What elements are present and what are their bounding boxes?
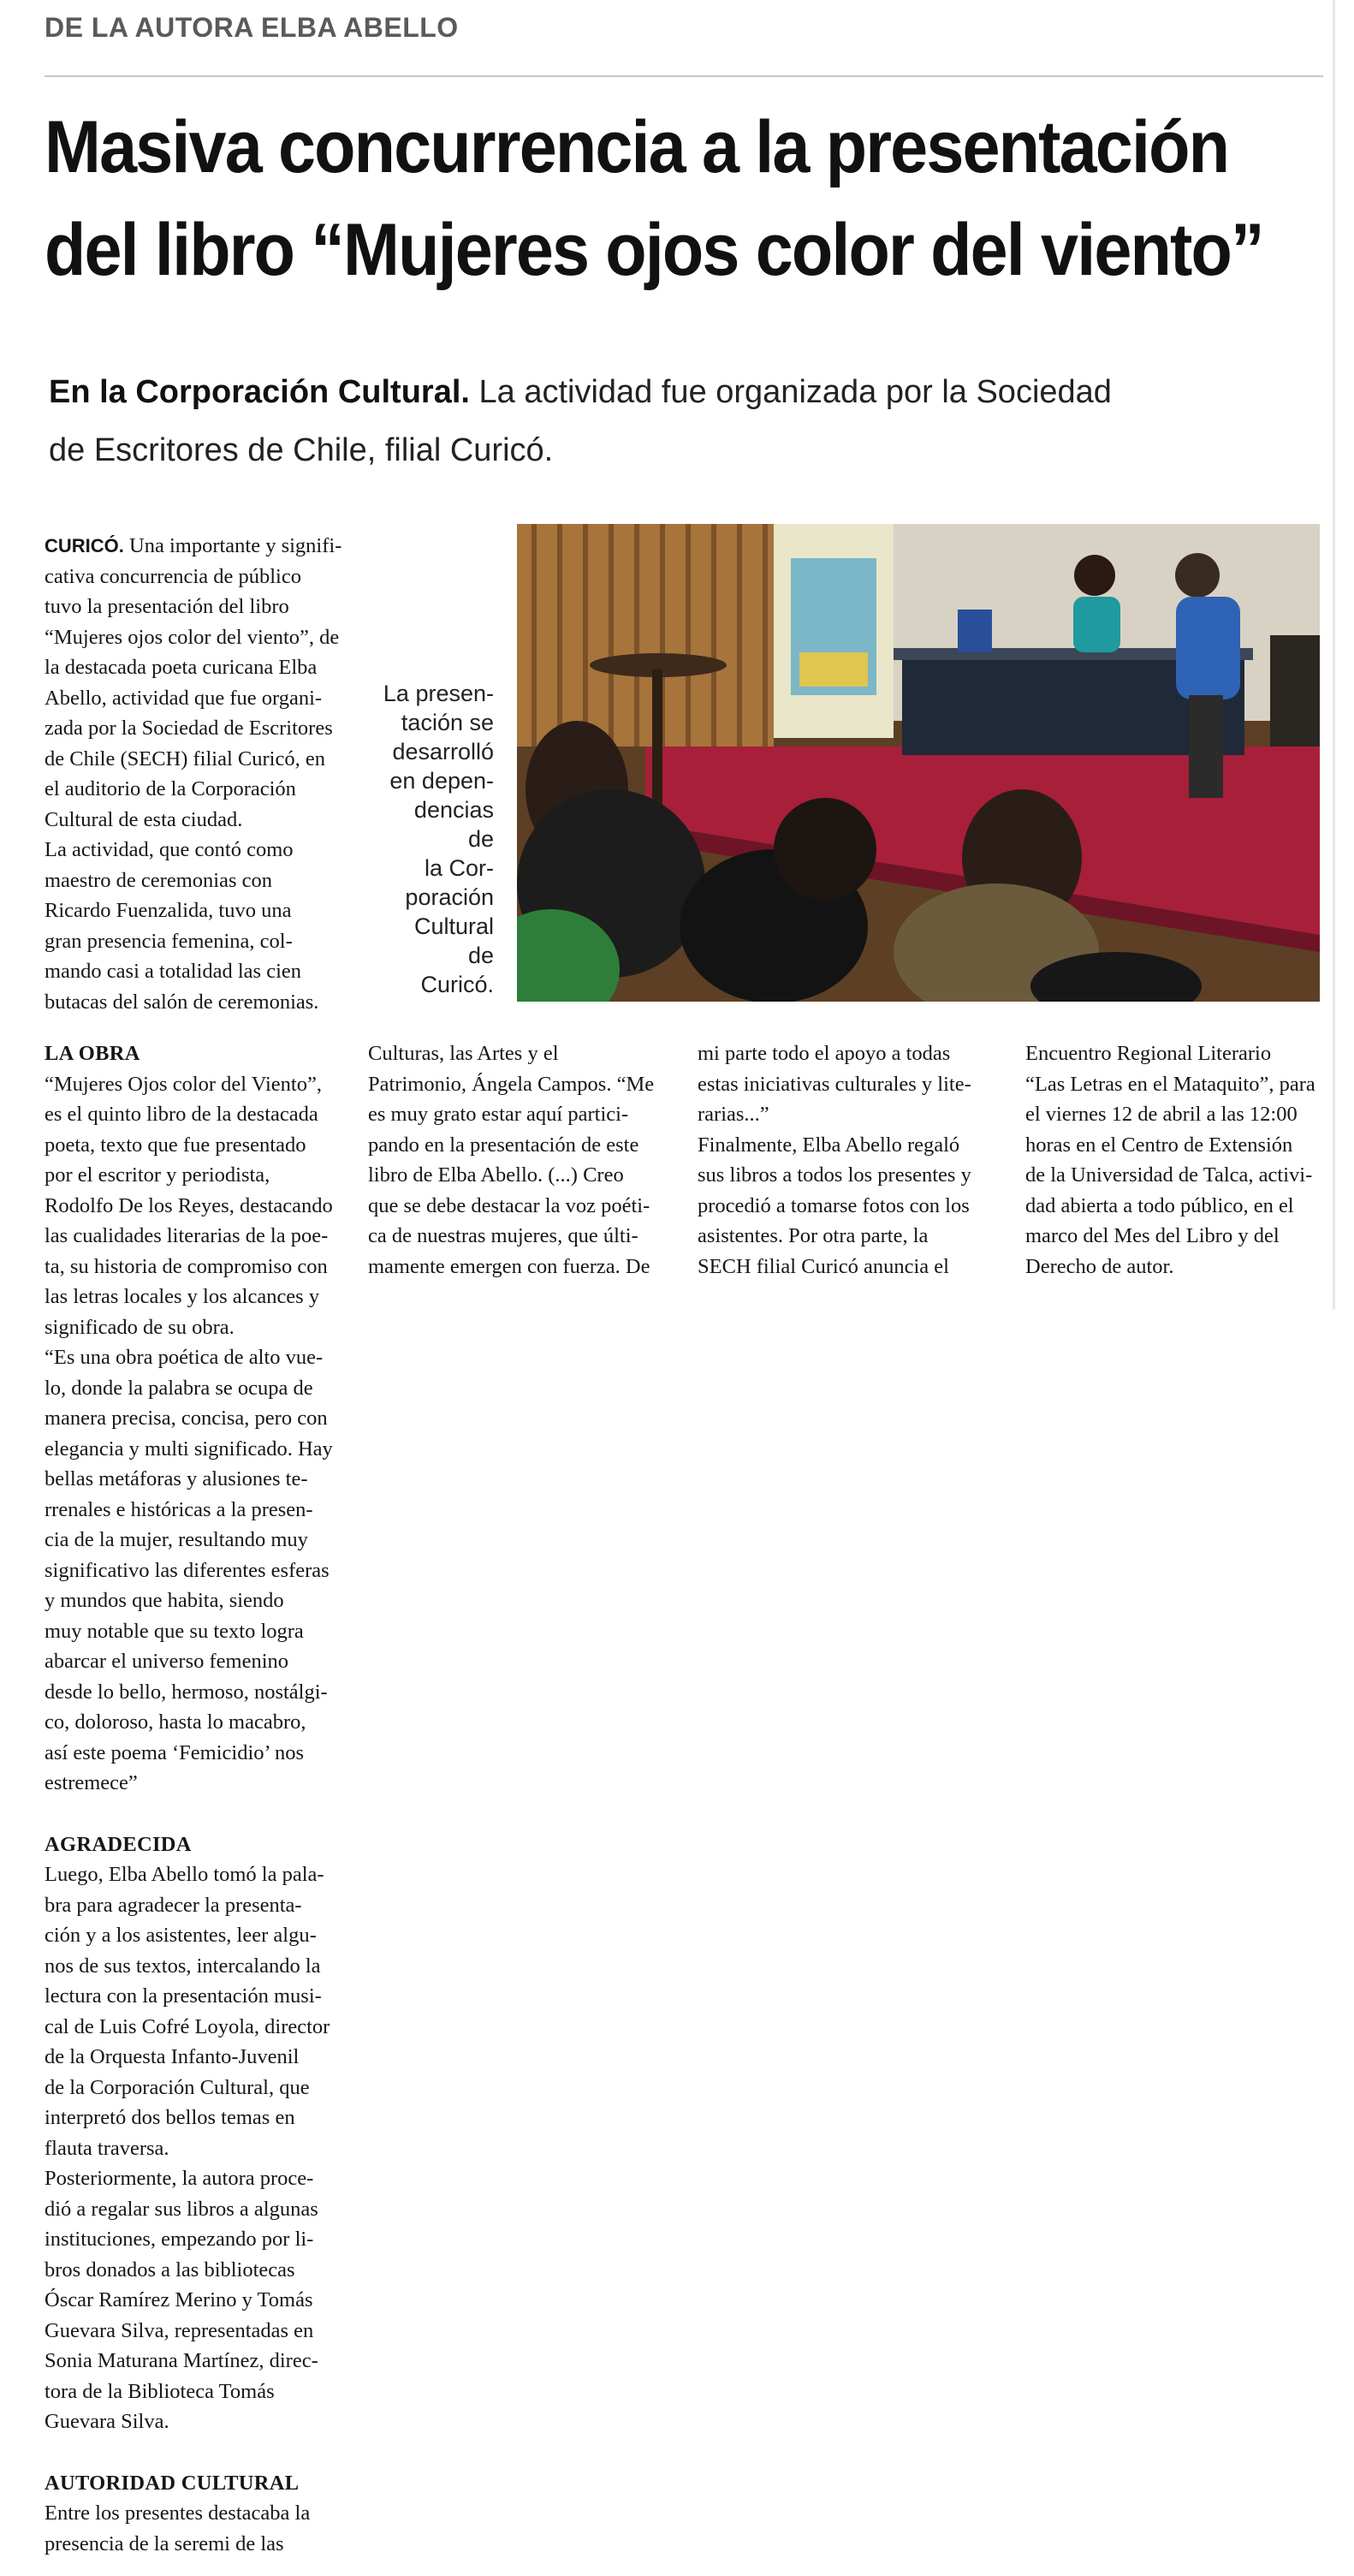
text-line: mamente emergen con fuerza. De [368,1254,650,1278]
text-line: zada por la Sociedad de Escritores [45,717,333,740]
text-line: butacas del salón de ceremonias. [45,990,319,1014]
headline-line-1: Masiva concurrencia a la presentación [45,106,1229,188]
subhead-la-obra: LA OBRA [45,1042,140,1065]
caption-line: Curicó. [420,972,494,997]
text-line: horas en el Centro de Extensión [1025,1133,1293,1157]
headline-line-2: del libro “Mujeres ojos color del viento” [45,209,1263,291]
text-line: Sonia Maturana Martínez, direc- [45,2349,318,2372]
text-line: Patrimonio, Ángela Campos. “Me [368,1072,655,1096]
text-line: Culturas, las Artes y el [368,1042,559,1065]
headline [45,96,1263,301]
text-line: maestro de ceremonias con [45,868,272,892]
text-line: Cultural de esta ciudad. [45,807,243,831]
caption-line: la Cor- [424,855,494,881]
text-line: presencia de la seremi de las [45,2531,284,2555]
text-line: Rodolfo De los Reyes, destacando [45,1193,333,1217]
text-line: estas iniciativas culturales y lite- [698,1072,971,1096]
text-line: Finalmente, Elba Abello regaló [698,1133,960,1157]
text-line: lo, donde la palabra se ocupa de [45,1376,313,1400]
text-line: interpretó dos bellos temas en [45,2106,295,2129]
column-edge [1333,0,1335,1310]
text-line: Encuentro Regional Literario [1025,1042,1272,1065]
subhead-autoridad-cultural: AUTORIDAD CULTURAL [45,2471,300,2495]
text-line: La actividad, que contó como [45,838,294,861]
text-line: de la Corporación Cultural, que [45,2075,310,2099]
text-line: ción y a los asistentes, leer algu- [45,1924,317,1947]
text-line: asistentes. Por otra parte, la [698,1224,929,1247]
text-line: las letras locales y los alcances y [45,1285,320,1308]
text-line: Entre los presentes destacaba la [45,2502,311,2525]
text-line: gran presencia femenina, col- [45,929,293,953]
event-photo-illustration [517,524,1320,1002]
subhead-agradecida: AGRADECIDA [45,1832,192,1856]
text-line: instituciones, empezando por li- [45,2228,314,2251]
text-line: Guevara Silva. [45,2410,169,2433]
text-line: desde lo bello, hermoso, nostálgi- [45,1680,328,1704]
text-line: las cualidades literarias de la poe- [45,1224,329,1247]
text-line: co, doloroso, hasta lo macabro, [45,1710,306,1734]
text-line: tuvo la presentación del libro [45,595,289,618]
text-line: lectura con la presentación musi- [45,1984,322,2008]
dateline: CURICÓ. [45,535,124,556]
text-line: ca de nuestras mujeres, que últi- [368,1224,638,1247]
text-line: “Mujeres ojos color del viento”, de [45,625,340,649]
text-line: significado de su obra. [45,1315,235,1339]
text-line: de Chile (SECH) filial Curicó, en [45,747,325,770]
text-line: SECH filial Curicó anuncia el [698,1254,949,1278]
text-line: la destacada poeta curicana Elba [45,656,318,679]
text-line-rest: Una importante y signifi- [123,534,342,557]
text-line: mi parte todo el apoyo a todas [698,1042,951,1065]
text-line: el auditorio de la Corporación [45,777,296,800]
section-kicker: DE LA AUTORA ELBA ABELLO [45,12,459,43]
deck-rest: La actividad fue organizada por la Sociedad [469,374,1112,410]
text-line: que se debe destacar la voz poéti- [368,1193,650,1217]
text-line: bros donados a las bibliotecas [45,2258,295,2282]
article-column-3 [698,1038,997,1282]
text-line: el viernes 12 de abril a las 12:00 [1025,1103,1298,1126]
caption-line: desarrolló [392,739,494,764]
text-line: Ricardo Fuenzalida, tuvo una [45,899,292,922]
header-divider [45,75,1323,77]
text-line: rrenales e históricas a la presen- [45,1497,313,1521]
photo-caption [383,679,494,999]
article-intro [45,531,346,1017]
text-line: Derecho de autor. [1025,1254,1174,1278]
caption-line: en depen- [389,768,494,794]
text-line: estremece” [45,1771,138,1794]
text-line: Posteriormente, la autora proce- [45,2167,314,2190]
text-line: ta, su historia de compromiso con [45,1254,328,1278]
article-column-1 [45,1038,346,2559]
text-line: muy notable que su texto logra [45,1619,304,1643]
text-line: de la Orquesta Infanto-Juvenil [45,2045,300,2068]
text-line: tora de la Biblioteca Tomás [45,2379,275,2403]
deck [49,363,1281,479]
deck-lead: En la Corporación Cultural. [49,374,470,410]
text-line: dad abierta a todo público, en el [1025,1193,1294,1217]
text-line: y mundos que habita, siendo [45,1589,284,1612]
text-line: bra para agradecer la presenta- [45,1893,302,1917]
text-line: así este poema ‘Femicidio’ nos [45,1740,304,1764]
text-line: por el escritor y periodista, [45,1163,270,1187]
text-line: flauta traversa. [45,2136,169,2160]
text-line: rarias...” [698,1103,769,1126]
text-line: elegancia y multi significado. Hay [45,1437,333,1461]
text-line: libro de Elba Abello. (...) Creo [368,1163,624,1187]
text-line: significativo las diferentes esferas [45,1558,330,1582]
text-line: cia de la mujer, resultando muy [45,1528,308,1551]
text-line: pando en la presentación de este [368,1133,639,1157]
text-line: dió a regalar sus libros a algunas [45,2197,318,2221]
caption-line: Cultural de [413,913,494,968]
text-line: manera precisa, concisa, pero con [45,1407,328,1430]
text-line: es muy grato estar aquí partici- [368,1103,629,1126]
text-line: “Es una obra poética de alto vue- [45,1346,324,1369]
caption-line: dencias de [413,797,494,852]
text-line: Óscar Ramírez Merino y Tomás [45,2288,313,2311]
caption-line: poración [405,884,494,910]
text-line: Abello, actividad que fue organi- [45,686,323,710]
text-line: cativa concurrencia de público [45,564,301,588]
text-line: bellas metáforas y alusiones te- [45,1467,308,1490]
article-column-2 [368,1038,669,1282]
deck-line-1 [49,363,1281,421]
text-line: abarcar el universo femenino [45,1650,289,1673]
text-line: nos de sus textos, intercalando la [45,1954,321,1978]
text-line: cal de Luis Cofré Loyola, director [45,2014,330,2038]
caption-line: La presen- [383,681,494,706]
caption-line: tación se [401,710,494,735]
text-line: marco del Mes del Libro y del [1025,1224,1280,1247]
text-line: de la Universidad de Talca, activi- [1025,1163,1313,1187]
text-line: sus libros a todos los presentes y [698,1163,971,1187]
text-line: mando casi a totalidad las cien [45,960,302,983]
text-line [45,531,346,562]
article-column-4 [1025,1038,1325,1282]
text-line: poeta, texto que fue presentado [45,1133,306,1157]
text-line: “Mujeres Ojos color del Viento”, [45,1072,322,1096]
text-line: es el quinto libro de la destacada [45,1103,318,1126]
text-line: Guevara Silva, representadas en [45,2318,314,2342]
deck-line-2: de Escritores de Chile, filial Curicó. [49,432,554,468]
text-line: procedió a tomarse fotos con los [698,1193,970,1217]
event-photo [517,524,1320,1002]
text-line: “Las Letras en el Mataquito”, para [1025,1072,1315,1096]
text-line: Luego, Elba Abello tomó la pala- [45,1863,324,1886]
